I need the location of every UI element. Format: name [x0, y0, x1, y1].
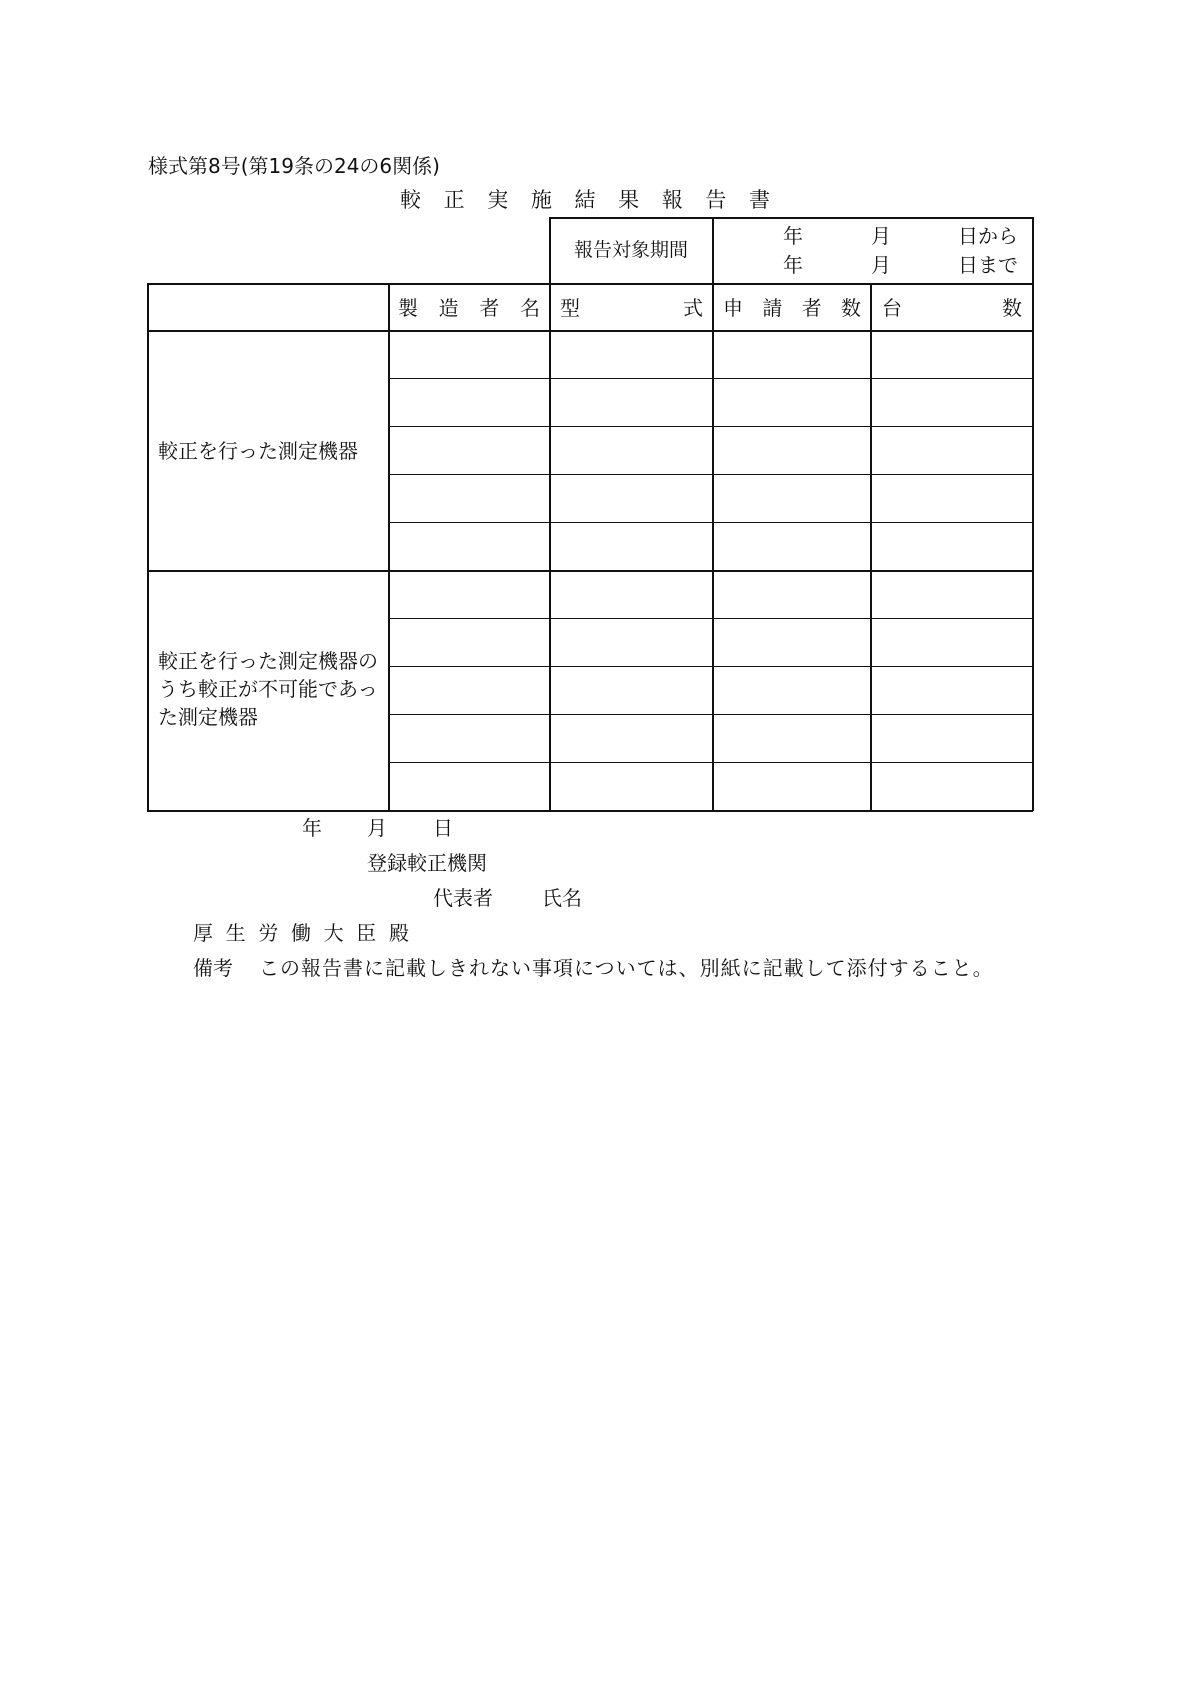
- title-char: 告: [705, 188, 727, 212]
- header-char: 数: [1002, 296, 1022, 320]
- document-title: [400, 190, 770, 211]
- note-label: 備考: [193, 956, 233, 980]
- addressee-char: 大: [323, 921, 344, 945]
- header-char: 製: [398, 296, 418, 320]
- period-to-day: 日まで: [958, 253, 1018, 277]
- header-char: 請: [762, 296, 783, 320]
- name-label: 氏名: [542, 886, 582, 910]
- period-to-year: 年: [783, 253, 803, 277]
- addressee-char: 生: [225, 921, 246, 945]
- period-to-month: 月: [871, 253, 891, 277]
- addressee: [193, 923, 409, 943]
- header-model: [560, 298, 703, 318]
- footer-date-month: 月: [367, 816, 387, 840]
- institution-label: 登録較正機関: [367, 851, 487, 875]
- addressee-char: 働: [290, 921, 311, 945]
- header-unit-count: [882, 298, 1022, 318]
- header-char: 式: [683, 296, 703, 320]
- header-char: 型: [560, 296, 580, 320]
- header-manufacturer: [398, 298, 540, 318]
- addressee-char: 労: [258, 921, 279, 945]
- title-char: 結: [574, 188, 596, 212]
- note-text: この報告書に記載しきれない事項については、別紙に記載して添付すること。: [259, 956, 994, 980]
- addressee-char: 殿: [388, 921, 409, 945]
- addressee-char: 臣: [356, 921, 377, 945]
- header-applicant-count: [723, 298, 861, 318]
- header-char: 者: [479, 296, 500, 320]
- header-char: 名: [519, 296, 540, 320]
- form-number: 様式第8号(第19条の24の6関係): [148, 154, 440, 178]
- title-char: 施: [530, 188, 552, 212]
- title-char: 書: [749, 188, 770, 212]
- period-from-year: 年: [783, 224, 803, 248]
- title-char: 較: [400, 188, 421, 212]
- period-from-month: 月: [871, 224, 891, 248]
- header-char: 造: [438, 296, 459, 320]
- representative-label: 代表者: [433, 886, 493, 910]
- header-char: 申: [723, 296, 743, 320]
- header-char: 者: [801, 296, 822, 320]
- footer-date-year: 年: [302, 816, 322, 840]
- title-char: 果: [618, 188, 640, 212]
- header-char: 数: [840, 296, 861, 320]
- section-label-not-calibratable: 較正を行った測定機器のうち較正が不可能であった測定機器: [158, 649, 378, 729]
- addressee-char: 厚: [193, 921, 213, 945]
- title-char: 実: [487, 188, 509, 212]
- period-from-day: 日から: [958, 224, 1018, 248]
- header-char: 台: [882, 296, 902, 320]
- period-label: 報告対象期間: [573, 239, 688, 261]
- title-char: 報: [661, 188, 683, 212]
- title-char: 正: [443, 188, 465, 212]
- footer-date-day: 日: [433, 816, 453, 840]
- section-label-calibrated: 較正を行った測定機器: [158, 439, 358, 463]
